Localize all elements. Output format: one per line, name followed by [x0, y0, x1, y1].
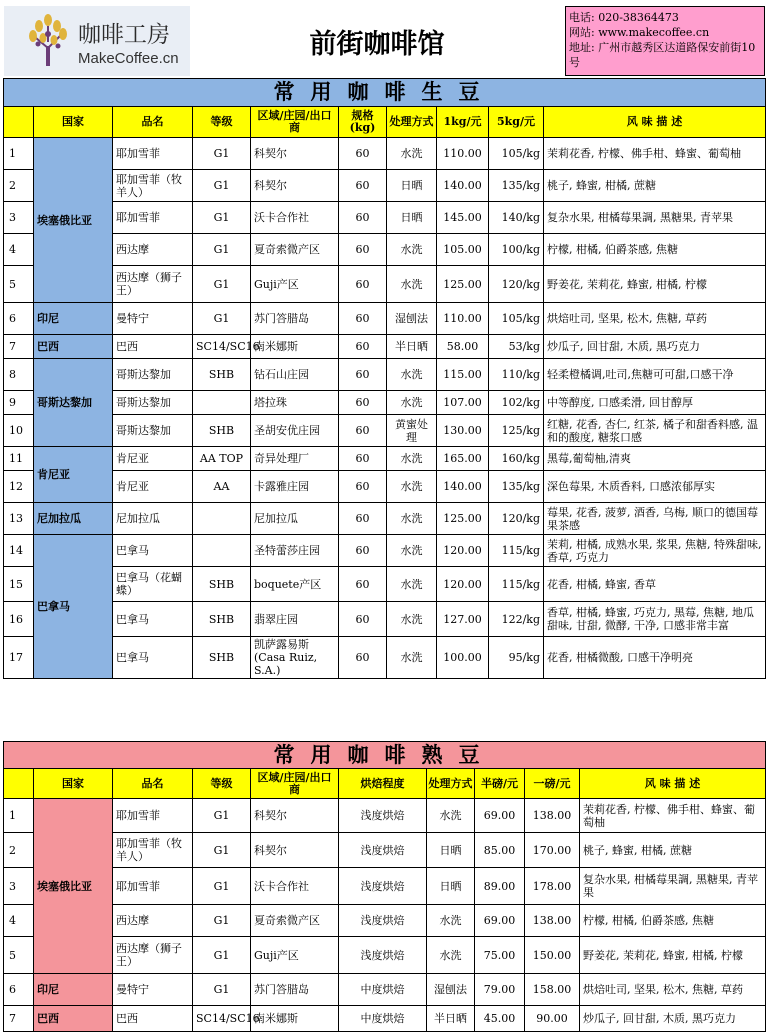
region-cell: 科契尔	[251, 799, 339, 833]
roast-cell: 浅度烘焙	[339, 937, 427, 974]
roast-cell: 浅度烘焙	[339, 833, 427, 868]
process-cell: 水洗	[387, 567, 437, 602]
price-half-pound: 79.00	[475, 974, 525, 1006]
spec-cell: 60	[339, 138, 387, 170]
table-row	[4, 1006, 766, 1032]
product-name: 耶加雪菲	[113, 202, 193, 234]
price-5kg: 160/kg	[489, 447, 544, 471]
grade-cell: AA	[193, 471, 251, 503]
table-row	[4, 138, 766, 170]
process-cell: 水洗	[387, 234, 437, 266]
spec-cell: 60	[339, 602, 387, 637]
process-cell: 水洗	[387, 503, 437, 535]
column-header: 处理方式	[427, 769, 475, 799]
column-header: 等级	[193, 107, 251, 138]
grade-cell: G1	[193, 138, 251, 170]
row-index: 4	[4, 905, 34, 937]
address-text: 地址: 广州市越秀区达道路保安前街10号	[569, 41, 756, 69]
row-index: 9	[4, 391, 34, 415]
process-cell: 水洗	[387, 447, 437, 471]
price-pound: 158.00	[525, 974, 580, 1006]
region-cell: 凯萨露易斯 (Casa Ruiz, S.A.)	[251, 637, 339, 679]
table-row	[4, 503, 766, 535]
country-cell: 印尼	[34, 974, 113, 1006]
price-5kg: 115/kg	[489, 535, 544, 567]
product-name: 巴拿马	[113, 602, 193, 637]
flavor-cell: 茉莉, 柑橘, 成熟水果, 浆果, 焦糖, 特殊甜味, 香草, 巧克力	[544, 535, 766, 567]
process-cell: 日晒	[427, 868, 475, 905]
green-bean-table	[3, 78, 766, 679]
spec-cell: 60	[339, 637, 387, 679]
price-5kg: 100/kg	[489, 234, 544, 266]
price-5kg: 120/kg	[489, 266, 544, 303]
product-name: 肯尼亚	[113, 471, 193, 503]
table-row	[4, 799, 766, 833]
grade-cell: G1	[193, 868, 251, 905]
process-cell: 日晒	[387, 170, 437, 202]
row-index: 16	[4, 602, 34, 637]
process-cell: 黄蜜处理	[387, 415, 437, 447]
grade-cell: SHB	[193, 359, 251, 391]
website-text: 网站: www.makecoffee.cn	[569, 26, 710, 39]
region-cell: 塔拉珠	[251, 391, 339, 415]
price-5kg: 135/kg	[489, 471, 544, 503]
column-header: 国家	[34, 769, 113, 799]
flavor-cell: 桃子, 蜂蜜, 柑橘, 蔗糖	[580, 833, 766, 868]
flavor-cell: 烘焙吐司, 坚果, 松木, 焦糖, 草药	[544, 303, 766, 335]
region-cell: 苏门答腊岛	[251, 303, 339, 335]
column-header: 半磅/元	[475, 769, 525, 799]
region-cell: 沃卡合作社	[251, 202, 339, 234]
process-cell: 半日晒	[427, 1006, 475, 1032]
row-index: 3	[4, 202, 34, 234]
flavor-cell: 茉莉花香, 柠檬、佛手柑、蜂蜜、葡萄柚	[580, 799, 766, 833]
column-header: 风 味 描 述	[544, 107, 766, 138]
table-row	[4, 415, 766, 447]
flavor-cell: 野姜花, 茉莉花, 蜂蜜, 柑橘, 柠檬	[580, 937, 766, 974]
row-index: 2	[4, 170, 34, 202]
row-index: 7	[4, 1006, 34, 1032]
table-row	[4, 170, 766, 202]
spec-cell: 60	[339, 202, 387, 234]
grade-cell: G1	[193, 202, 251, 234]
spec-cell: 60	[339, 234, 387, 266]
row-index: 6	[4, 974, 34, 1006]
spec-cell: 60	[339, 447, 387, 471]
country-cell: 埃塞俄比亚	[34, 138, 113, 303]
process-cell: 水洗	[387, 602, 437, 637]
row-index: 13	[4, 503, 34, 535]
roast-cell: 中度烘焙	[339, 974, 427, 1006]
grade-cell: SHB	[193, 637, 251, 679]
product-name: 西达摩（狮子王）	[113, 937, 193, 974]
product-name: 哥斯达黎加	[113, 391, 193, 415]
price-5kg: 125/kg	[489, 415, 544, 447]
region-cell: 圣特蕾莎庄园	[251, 535, 339, 567]
grade-cell: G1	[193, 974, 251, 1006]
table-row	[4, 266, 766, 303]
region-cell: 夏奇索微产区	[251, 905, 339, 937]
price-pound: 90.00	[525, 1006, 580, 1032]
grade-cell: G1	[193, 905, 251, 937]
table-row	[4, 937, 766, 974]
row-index: 6	[4, 303, 34, 335]
table-row	[4, 303, 766, 335]
row-index: 14	[4, 535, 34, 567]
price-pound: 138.00	[525, 799, 580, 833]
column-header: 品名	[113, 769, 193, 799]
row-index: 7	[4, 335, 34, 359]
process-cell: 水洗	[387, 471, 437, 503]
region-cell: 苏门答腊岛	[251, 974, 339, 1006]
price-1kg: 140.00	[437, 471, 489, 503]
sheet-header	[0, 0, 768, 78]
country-cell: 埃塞俄比亚	[34, 799, 113, 974]
logo-en-text: MakeCoffee.cn	[78, 50, 179, 67]
price-1kg: 120.00	[437, 567, 489, 602]
column-header: 处理方式	[387, 107, 437, 138]
row-index: 5	[4, 937, 34, 974]
price-1kg: 105.00	[437, 234, 489, 266]
phone-text: 电话: 020-38364473	[569, 11, 679, 24]
country-cell: 尼加拉瓜	[34, 503, 113, 535]
country-cell: 巴拿马	[34, 535, 113, 679]
table-row	[4, 202, 766, 234]
column-header: 规格(kg)	[339, 107, 387, 138]
price-5kg: 135/kg	[489, 170, 544, 202]
country-cell: 哥斯达黎加	[34, 359, 113, 447]
grade-cell: G1	[193, 266, 251, 303]
product-name: 西达摩	[113, 905, 193, 937]
price-half-pound: 75.00	[475, 937, 525, 974]
process-cell: 日晒	[387, 202, 437, 234]
table-row	[4, 602, 766, 637]
grade-cell	[193, 535, 251, 567]
price-half-pound: 89.00	[475, 868, 525, 905]
contact-box	[565, 6, 765, 76]
price-pound: 178.00	[525, 868, 580, 905]
region-cell: 南米娜斯	[251, 335, 339, 359]
table-row	[4, 567, 766, 602]
column-header: 风 味 描 述	[580, 769, 766, 799]
price-1kg: 58.00	[437, 335, 489, 359]
flavor-cell: 深色莓果, 木质香料, 口感浓郁厚实	[544, 471, 766, 503]
region-cell: 圣胡安优庄园	[251, 415, 339, 447]
grade-cell: G1	[193, 937, 251, 974]
region-cell: Guji产区	[251, 266, 339, 303]
price-half-pound: 69.00	[475, 799, 525, 833]
flavor-cell: 莓果, 花香, 菠萝, 酒香, 乌梅, 顺口的德国莓果茶感	[544, 503, 766, 535]
coffee-tree-icon	[26, 12, 70, 68]
grade-cell: SHB	[193, 602, 251, 637]
price-1kg: 140.00	[437, 170, 489, 202]
row-index: 11	[4, 447, 34, 471]
country-cell: 印尼	[34, 303, 113, 335]
region-cell: 卡露雅庄园	[251, 471, 339, 503]
spec-cell: 60	[339, 266, 387, 303]
price-5kg: 105/kg	[489, 303, 544, 335]
price-half-pound: 69.00	[475, 905, 525, 937]
region-cell: 钻石山庄园	[251, 359, 339, 391]
column-header-row	[4, 107, 766, 138]
flavor-cell: 复杂水果, 柑橘莓果調, 黑糖果, 青苹果	[544, 202, 766, 234]
table-row	[4, 637, 766, 679]
table-row	[4, 335, 766, 359]
product-name: 哥斯达黎加	[113, 359, 193, 391]
flavor-cell: 烘焙吐司, 坚果, 松木, 焦糖, 草药	[580, 974, 766, 1006]
process-cell: 水洗	[387, 391, 437, 415]
grade-cell: G1	[193, 303, 251, 335]
price-1kg: 127.00	[437, 602, 489, 637]
roast-cell: 浅度烘焙	[339, 905, 427, 937]
logo-cn-text: 咖啡工房	[78, 22, 170, 48]
table-row	[4, 447, 766, 471]
product-name: 耶加雪菲（牧羊人）	[113, 833, 193, 868]
product-name: 曼特宁	[113, 974, 193, 1006]
grade-cell: SHB	[193, 415, 251, 447]
price-5kg: 110/kg	[489, 359, 544, 391]
column-header: 国家	[34, 107, 113, 138]
spec-cell: 60	[339, 567, 387, 602]
column-header: 烘焙程度	[339, 769, 427, 799]
grade-cell: G1	[193, 799, 251, 833]
header-blank	[4, 769, 34, 799]
roast-cell: 浅度烘焙	[339, 868, 427, 905]
process-cell: 水洗	[427, 799, 475, 833]
process-cell: 水洗	[387, 266, 437, 303]
region-cell: 科契尔	[251, 833, 339, 868]
price-1kg: 110.00	[437, 138, 489, 170]
product-name: 耶加雪菲	[113, 138, 193, 170]
table-row	[4, 471, 766, 503]
roasted-bean-table	[3, 741, 766, 1032]
flavor-cell: 炒瓜子, 回甘甜, 木质, 黑巧克力	[544, 335, 766, 359]
row-index: 10	[4, 415, 34, 447]
flavor-cell: 柠檬, 柑橘, 伯爵茶感, 焦糖	[544, 234, 766, 266]
spec-cell: 60	[339, 503, 387, 535]
column-header: 1kg/元	[437, 107, 489, 138]
region-cell: 翡翠庄园	[251, 602, 339, 637]
flavor-cell: 桃子, 蜂蜜, 柑橘, 蔗糖	[544, 170, 766, 202]
table-row	[4, 974, 766, 1006]
price-5kg: 115/kg	[489, 567, 544, 602]
spec-cell: 60	[339, 335, 387, 359]
grade-cell: G1	[193, 833, 251, 868]
region-cell: 夏奇索微产区	[251, 234, 339, 266]
row-index: 15	[4, 567, 34, 602]
region-cell: 奇异处理厂	[251, 447, 339, 471]
product-name: 西达摩（狮子王）	[113, 266, 193, 303]
price-5kg: 140/kg	[489, 202, 544, 234]
shop-name: 前街咖啡馆	[309, 28, 445, 60]
row-index: 3	[4, 868, 34, 905]
table-row	[4, 391, 766, 415]
price-1kg: 100.00	[437, 637, 489, 679]
process-cell: 水洗	[387, 138, 437, 170]
section-title: 常用咖啡生豆	[4, 79, 766, 107]
product-name: 西达摩	[113, 234, 193, 266]
column-header: 区域/庄园/出口商	[251, 107, 339, 138]
spec-cell: 60	[339, 471, 387, 503]
grade-cell	[193, 391, 251, 415]
price-5kg: 120/kg	[489, 503, 544, 535]
product-name: 肯尼亚	[113, 447, 193, 471]
region-cell: 南米娜斯	[251, 1006, 339, 1032]
region-cell: 科契尔	[251, 138, 339, 170]
product-name: 耶加雪菲	[113, 799, 193, 833]
price-1kg: 120.00	[437, 535, 489, 567]
column-header: 区域/庄园/出口商	[251, 769, 339, 799]
roast-cell: 浅度烘焙	[339, 799, 427, 833]
product-name: 巴西	[113, 1006, 193, 1032]
table-row	[4, 535, 766, 567]
price-pound: 138.00	[525, 905, 580, 937]
price-1kg: 107.00	[437, 391, 489, 415]
product-name: 巴拿马	[113, 637, 193, 679]
flavor-cell: 花香, 柑橘, 蜂蜜, 香草	[544, 567, 766, 602]
column-header: 一磅/元	[525, 769, 580, 799]
region-cell: 尼加拉瓜	[251, 503, 339, 535]
spec-cell: 60	[339, 391, 387, 415]
price-1kg: 165.00	[437, 447, 489, 471]
product-name: 尼加拉瓜	[113, 503, 193, 535]
row-index: 4	[4, 234, 34, 266]
price-1kg: 125.00	[437, 503, 489, 535]
table-row	[4, 234, 766, 266]
spec-cell: 60	[339, 535, 387, 567]
grade-cell: SHB	[193, 567, 251, 602]
flavor-cell: 红糖, 花香, 杏仁, 红茶, 橘子和甜香料感, 温和的酸度, 糖浆口感	[544, 415, 766, 447]
flavor-cell: 野姜花, 茉莉花, 蜂蜜, 柑橘, 柠檬	[544, 266, 766, 303]
grade-cell: G1	[193, 234, 251, 266]
product-name: 耶加雪菲	[113, 868, 193, 905]
price-5kg: 95/kg	[489, 637, 544, 679]
country-cell: 肯尼亚	[34, 447, 113, 503]
region-cell: Guji产区	[251, 937, 339, 974]
price-pound: 170.00	[525, 833, 580, 868]
grade-cell	[193, 503, 251, 535]
flavor-cell: 柠檬, 柑橘, 伯爵茶感, 焦糖	[580, 905, 766, 937]
region-cell: 沃卡合作社	[251, 868, 339, 905]
flavor-cell: 茉莉花香, 柠檬、佛手柑、蜂蜜、葡萄柚	[544, 138, 766, 170]
price-1kg: 130.00	[437, 415, 489, 447]
column-header-row	[4, 769, 766, 799]
flavor-cell: 香草, 柑橘, 蜂蜜, 巧克力, 黑莓, 焦糖, 地瓜甜味, 甘甜, 微酵, 干净, 口感非常丰富	[544, 602, 766, 637]
flavor-cell: 复杂水果, 柑橘莓果調, 黑糖果, 青苹果	[580, 868, 766, 905]
grade-cell: G1	[193, 170, 251, 202]
row-index: 17	[4, 637, 34, 679]
spec-cell: 60	[339, 303, 387, 335]
section-title-row	[4, 79, 766, 107]
header-blank	[4, 107, 34, 138]
row-index: 1	[4, 138, 34, 170]
product-name: 哥斯达黎加	[113, 415, 193, 447]
process-cell: 水洗	[427, 905, 475, 937]
product-name: 巴拿马	[113, 535, 193, 567]
process-cell: 水洗	[387, 535, 437, 567]
price-5kg: 105/kg	[489, 138, 544, 170]
price-half-pound: 45.00	[475, 1006, 525, 1032]
price-pound: 150.00	[525, 937, 580, 974]
flavor-cell: 炒瓜子, 回甘甜, 木质, 黑巧克力	[580, 1006, 766, 1032]
price-1kg: 125.00	[437, 266, 489, 303]
process-cell: 日晒	[427, 833, 475, 868]
section-title: 常用咖啡熟豆	[4, 742, 766, 769]
process-cell: 水洗	[387, 359, 437, 391]
table-row	[4, 868, 766, 905]
flavor-cell: 花香, 柑橘微酸, 口感干净明亮	[544, 637, 766, 679]
column-header: 品名	[113, 107, 193, 138]
process-cell: 水洗	[387, 637, 437, 679]
process-cell: 湿刨法	[387, 303, 437, 335]
roast-cell: 中度烘焙	[339, 1006, 427, 1032]
price-5kg: 53/kg	[489, 335, 544, 359]
country-cell: 巴西	[34, 335, 113, 359]
flavor-cell: 轻柔橙橘调,吐司,焦糖可可甜,口感干净	[544, 359, 766, 391]
price-5kg: 102/kg	[489, 391, 544, 415]
grade-cell: AA TOP	[193, 447, 251, 471]
table-row	[4, 905, 766, 937]
process-cell: 半日晒	[387, 335, 437, 359]
spec-cell: 60	[339, 170, 387, 202]
row-index: 2	[4, 833, 34, 868]
product-name: 巴西	[113, 335, 193, 359]
flavor-cell: 黑莓,葡萄柚,清爽	[544, 447, 766, 471]
row-index: 1	[4, 799, 34, 833]
column-header: 等级	[193, 769, 251, 799]
country-cell: 巴西	[34, 1006, 113, 1032]
price-half-pound: 85.00	[475, 833, 525, 868]
grade-cell: SC14/SC16	[193, 1006, 251, 1032]
process-cell: 水洗	[427, 937, 475, 974]
region-cell: boquete产区	[251, 567, 339, 602]
table-row	[4, 833, 766, 868]
price-1kg: 145.00	[437, 202, 489, 234]
section-title-row	[4, 742, 766, 769]
price-1kg: 110.00	[437, 303, 489, 335]
product-name: 耶加雪菲（牧羊人）	[113, 170, 193, 202]
row-index: 12	[4, 471, 34, 503]
region-cell: 科契尔	[251, 170, 339, 202]
flavor-cell: 中等醇度, 口感柔滑, 回甘醇厚	[544, 391, 766, 415]
product-name: 曼特宁	[113, 303, 193, 335]
product-name: 巴拿马（花蝴蝶）	[113, 567, 193, 602]
price-1kg: 115.00	[437, 359, 489, 391]
column-header: 5kg/元	[489, 107, 544, 138]
table-row	[4, 359, 766, 391]
logo	[4, 6, 190, 76]
spec-cell: 60	[339, 415, 387, 447]
process-cell: 湿刨法	[427, 974, 475, 1006]
spec-cell: 60	[339, 359, 387, 391]
grade-cell: SC14/SC16	[193, 335, 251, 359]
row-index: 5	[4, 266, 34, 303]
price-5kg: 122/kg	[489, 602, 544, 637]
row-index: 8	[4, 359, 34, 391]
